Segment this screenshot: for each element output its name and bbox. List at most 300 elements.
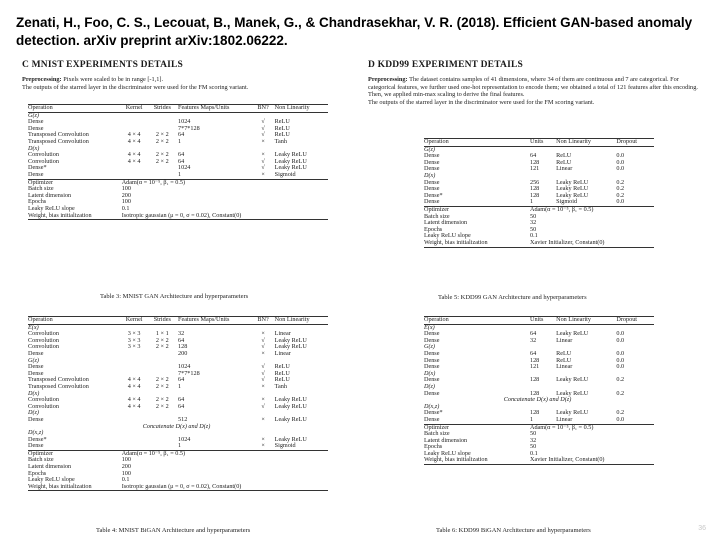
table-cell: 64 (178, 157, 185, 165)
table-cell: Linear (274, 349, 291, 357)
prep-label: Preprocessing: (22, 76, 62, 83)
hyperparameter-value: Isotropic gaussian (μ = 0, σ = 0.02), Constant(0) (122, 484, 328, 491)
table-row (28, 139, 328, 146)
table-cell (150, 410, 178, 417)
table-cell: Dense (28, 124, 44, 132)
subnet-label: G(z) (28, 356, 39, 364)
column-header: BN? (255, 317, 275, 325)
subnet-label: D(z) (424, 382, 435, 390)
table-cell (122, 358, 150, 365)
table-cell: Sigmoid (556, 198, 578, 206)
table-cell (150, 358, 178, 365)
table-cell: √ (261, 363, 265, 371)
table-cell: Dense (424, 356, 440, 364)
column-header: Non Linearity (556, 317, 616, 325)
table-cell: 0.0 (616, 363, 625, 371)
hyperparameter-name: Weight, bias initialization (28, 213, 122, 220)
table-cell: 4 × 4 (127, 131, 141, 139)
table-cell: ReLU (274, 376, 290, 384)
table-cell: Leaky ReLU (274, 435, 307, 443)
table-cell: ReLU (274, 363, 290, 371)
table-cell: Leaky ReLU (556, 389, 589, 397)
table-cell: 0.2 (616, 376, 625, 384)
hyperparameter-name: Latent dimension (424, 219, 468, 227)
table-cell: 64 (178, 396, 185, 404)
caption-table-6: Table 6: KDD99 BiGAN Architecture and hyperparameters (436, 527, 591, 534)
table-cell: 64 (178, 151, 185, 159)
table-cell: 128 (529, 409, 540, 417)
hyperparameter-name: Latent dimension (28, 463, 72, 471)
table-cell: Transposed Convolution (28, 382, 89, 390)
subnet-label: G(z) (424, 145, 435, 153)
table-cell: 128 (529, 389, 540, 397)
table-cell: Convolution (28, 330, 59, 338)
table-cell: √ (261, 343, 265, 351)
hyperparameter-value: Adam(α = 10⁻⁵, β₁ = 0.5) (530, 206, 654, 213)
table-cell: Dense* (424, 409, 443, 417)
table-cell: 7*7*128 (178, 124, 200, 132)
hyperparameter-name: Leaky ReLU slope (424, 449, 471, 457)
table-cell: √ (261, 164, 265, 172)
table-cell: Dense (424, 185, 440, 193)
table-cell: 3 × 3 (127, 330, 141, 338)
table-cell: Dense (424, 178, 440, 186)
hyperparameter-name: Latent dimension (424, 436, 468, 444)
hyperparameter-name: Weight, bias initialization (424, 240, 530, 247)
table-cell: Leaky ReLU (556, 185, 589, 193)
section-title-mnist: C MNIST EXPERIMENTS DETAILS (22, 60, 184, 70)
hyperparameter-row (424, 240, 654, 247)
hyperparameter-row (424, 438, 654, 445)
table-cell (122, 112, 150, 119)
hyperparameter-row (28, 450, 328, 457)
table-cell (150, 165, 178, 172)
table-cell: Leaky ReLU (556, 409, 589, 417)
hyperparameter-value: 50 (529, 443, 537, 451)
table-cell: 2 × 2 (155, 131, 169, 139)
kdd99-preprocessing (368, 76, 698, 106)
table-cell: Dense (424, 165, 440, 173)
hyperparameter-value: 100 (121, 198, 131, 206)
hyperparameter-name: Weight, bias initialization (28, 484, 122, 491)
column-header: Kernel (122, 105, 150, 113)
hyperparameter-row (424, 220, 654, 227)
table-cell: Transposed Convolution (28, 376, 89, 384)
paper-page (0, 52, 720, 540)
table-cell: ReLU (556, 152, 572, 160)
table-cell: 4 × 4 (127, 137, 141, 145)
hyperparameter-name: Latent dimension (28, 191, 72, 199)
column-header: Dropout (616, 317, 654, 325)
hyperparameter-name: Epochs (28, 469, 47, 477)
table-cell: Convolution (28, 151, 59, 159)
subnet-label: G(z) (424, 343, 435, 351)
table-cell: 1 (529, 198, 534, 206)
hyperparameter-value: 100 (121, 469, 131, 477)
table-cell: Dense (424, 330, 440, 338)
column-header: Non Linearity (275, 317, 328, 325)
table-cell: × (261, 415, 265, 423)
table-cell: Dense (424, 376, 440, 384)
table-row (28, 384, 328, 391)
table-cell: 1 (178, 442, 182, 450)
table-cell: 64 (178, 402, 185, 410)
prep-text-2: The outputs of the starred layer in the discriminator were used for the FM scoring variant. (368, 98, 595, 106)
table-cell (150, 430, 178, 437)
table-cell (150, 172, 178, 179)
column-header: Non Linearity (275, 105, 328, 113)
hyperparameter-row (28, 484, 328, 491)
table-cell: 64 (178, 131, 185, 139)
table-cell (122, 410, 150, 417)
table-cell: √ (261, 376, 265, 384)
hyperparameter-name: Batch size (424, 212, 450, 220)
table-cell: 4 × 4 (127, 402, 141, 410)
table-cell (178, 324, 255, 331)
hyperparameter-row (424, 206, 654, 213)
hyperparameter-row (28, 213, 328, 220)
table-cell: 64 (529, 349, 537, 357)
table-cell: 128 (529, 376, 540, 384)
table-cell: ReLU (556, 349, 572, 357)
table-cell: 0.2 (616, 191, 625, 199)
hyperparameter-name: Optimizer (424, 206, 530, 213)
table-cell: Dense (28, 442, 44, 450)
table-cell: 2 × 2 (155, 396, 169, 404)
table-header-row (28, 105, 328, 113)
table-cell: Convolution (28, 343, 59, 351)
table-cell: 1 (529, 415, 534, 423)
table-cell: Dense (28, 369, 44, 377)
table-cell: Dense (28, 170, 44, 178)
hyperparameter-value: 100 (121, 185, 131, 193)
hyperparameter-value: 0.1 (529, 449, 538, 457)
caption-table-5: Table 5: KDD99 GAN Architecture and hyperparameters (438, 294, 587, 301)
hyperparameter-name: Epochs (28, 198, 47, 206)
table-cell: Tanh (274, 137, 287, 145)
table-cell: × (261, 137, 265, 145)
citation-header: Zenati, H., Foo, C. S., Lecouat, B., Manek, G., & Chandrasekhar, V. R. (2018). Efficient GAN-based anomaly detection. arXiv preprint arXiv:1802.06222. (16, 15, 693, 48)
table-cell: Transposed Convolution (28, 137, 89, 145)
table-cell: 4 × 4 (127, 382, 141, 390)
table-cell: 1024 (178, 363, 191, 371)
caption-table-3: Table 3: MNIST GAN Architecture and hyperparameters (100, 293, 249, 300)
table-cell: Dense* (28, 435, 47, 443)
table-row (424, 166, 654, 173)
hyperparameter-value: Isotropic gaussian (μ = 0, σ = 0.02), Constant(0) (122, 213, 328, 220)
hyperparameter-row (424, 424, 654, 431)
table-cell: Dense (424, 415, 440, 423)
hyperparameter-row (28, 464, 328, 471)
table-cell: 128 (529, 158, 540, 166)
table-row (28, 404, 328, 411)
mnist-preprocessing (22, 76, 352, 91)
table-cell: 0.2 (616, 409, 625, 417)
table-cell: 3 × 3 (127, 336, 141, 344)
table-cell: Leaky ReLU (274, 402, 307, 410)
table-cell: Dense (424, 158, 440, 166)
table-cell: 0.0 (616, 336, 625, 344)
hyperparameter-value: 100 (121, 456, 131, 464)
column-header: Features Maps/Units (178, 317, 255, 325)
column-header: Strides (150, 317, 178, 325)
table-cell: 0.2 (616, 178, 625, 186)
subnet-label: D(x) (424, 369, 436, 377)
table-cell: 2 × 2 (155, 402, 169, 410)
table-cell: Leaky ReLU (556, 376, 589, 384)
table-cell: Leaky ReLU (274, 157, 307, 165)
table-cell: 64 (529, 330, 537, 338)
hyperparameter-value: Adam(α = 10⁻⁵, β₁ = 0.5) (122, 179, 328, 186)
table-cell: × (261, 396, 265, 404)
concat-note: Concatenate D(x) and D(z) (142, 422, 211, 430)
table-cell: 4 × 4 (127, 396, 141, 404)
table-cell: 1 (178, 170, 182, 178)
table-cell: × (261, 349, 265, 357)
table-cell: ReLU (556, 158, 572, 166)
table-header-row (424, 139, 654, 147)
table-cell: 1 (178, 137, 182, 145)
hyperparameter-value: Adam(α = 10⁻⁵, β₁ = 0.5) (530, 424, 654, 431)
hyperparameter-name: Batch size (28, 456, 54, 464)
table-cell: √ (261, 157, 265, 165)
table-cell: 0.2 (616, 185, 625, 193)
table-cell: 2 × 2 (155, 343, 169, 351)
hyperparameter-name: Leaky ReLU slope (28, 204, 75, 212)
hyperparameter-value: 32 (529, 219, 537, 227)
table-cell: √ (261, 118, 265, 126)
table-cell: Linear (274, 330, 291, 338)
table-cell: Dense (28, 118, 44, 126)
subnet-label: G(z) (28, 111, 39, 119)
table-cell (122, 364, 150, 371)
table-cell: Leaky ReLU (274, 164, 307, 172)
subnet-label: E(x) (28, 323, 39, 331)
table-cell: 0.0 (616, 349, 625, 357)
table-cell: Sigmoid (274, 170, 296, 178)
table-cell: Sigmoid (274, 442, 296, 450)
table-cell: 200 (178, 349, 188, 357)
table-mnist-bigan (28, 316, 328, 491)
table-cell: Leaky ReLU (274, 151, 307, 159)
table-cell (150, 119, 178, 126)
table-cell: 32 (178, 330, 185, 338)
table-kdd99-bigan (424, 316, 654, 465)
prep-text: The dataset contains samples of 41 dimensions, where 34 of them are continuous and 7 are categorical. For categorical features, we further used one-hot representation to encode them; we obtained a total of 121 features after this encoding. Then, we applied min-max scaling to derive the final features. (368, 76, 698, 99)
subnet-label: D(x,z) (424, 402, 440, 410)
hyperparameter-row (28, 186, 328, 193)
hyperparameter-row (28, 193, 328, 200)
table-kdd99-gan (424, 138, 654, 248)
table-row (28, 351, 328, 358)
column-header: Units (530, 139, 556, 147)
table-cell: ReLU (274, 131, 290, 139)
table-cell: 1 (178, 382, 182, 390)
table-cell: Linear (556, 336, 573, 344)
table-cell: 0.0 (616, 415, 625, 423)
table-cell: Dense (424, 198, 440, 206)
table-cell: Tanh (274, 382, 287, 390)
table-cell: 3 × 3 (127, 343, 141, 351)
section-title-kdd99: D KDD99 EXPERIMENT DETAILS (368, 60, 524, 70)
hyperparameter-value: 200 (121, 191, 131, 199)
hyperparameter-name: Optimizer (28, 179, 122, 186)
table-cell: Leaky ReLU (274, 343, 307, 351)
table-cell: Dense (424, 363, 440, 371)
hyperparameter-value: Adam(α = 10⁻⁵, β₁ = 0.5) (122, 450, 328, 457)
table-cell: Dense* (424, 191, 443, 199)
table-cell: 1 × 1 (155, 330, 169, 338)
hyperparameter-value: 200 (121, 463, 131, 471)
column-header: Kernel (122, 317, 150, 325)
prep-text: Pixels were scaled to be in range [-1,1]. (61, 76, 164, 83)
table-cell: 0.0 (616, 158, 625, 166)
table-cell: 2 × 2 (155, 137, 169, 145)
table-cell: 0.0 (616, 152, 625, 160)
table-cell: ReLU (556, 356, 572, 364)
table-cell (150, 112, 178, 119)
column-header: Non Linearity (556, 139, 616, 147)
prep-label: Preprocessing: (368, 76, 408, 83)
table-cell: Convolution (28, 157, 59, 165)
hyperparameter-value: 50 (529, 212, 537, 220)
table-cell: 121 (529, 363, 540, 371)
table-cell: 128 (529, 356, 540, 364)
table-cell: 4 × 4 (127, 151, 141, 159)
table-cell: 512 (178, 415, 188, 423)
column-header: Operation (28, 317, 122, 325)
table-cell: Linear (556, 363, 573, 371)
table-cell: Leaky ReLU (274, 336, 307, 344)
table-cell (122, 165, 150, 172)
table-cell: Dense (424, 349, 440, 357)
table-cell: Dense (424, 152, 440, 160)
table-cell: 1024 (178, 118, 191, 126)
table-cell: 64 (178, 376, 185, 384)
hyperparameter-row (28, 457, 328, 464)
table-cell (122, 119, 150, 126)
table-cell: 32 (529, 336, 537, 344)
table-cell (178, 146, 255, 153)
table-cell: Dense (28, 349, 44, 357)
table-cell: × (261, 435, 265, 443)
table-cell (150, 351, 178, 358)
table-cell: ReLU (274, 369, 290, 377)
table-row (28, 172, 328, 179)
table-cell: 64 (178, 336, 185, 344)
table-cell: √ (261, 131, 265, 139)
hyperparameter-name: Batch size (424, 430, 450, 438)
table-cell (122, 351, 150, 358)
table-row (424, 338, 654, 345)
table-row (424, 417, 654, 424)
table-cell: × (261, 382, 265, 390)
table-cell (122, 172, 150, 179)
table-cell: 0.0 (616, 165, 625, 173)
table-cell: Linear (556, 415, 573, 423)
hyperparameter-name: Leaky ReLU slope (424, 232, 471, 240)
table-cell: 7*7*128 (178, 369, 200, 377)
page-number: 36 (698, 525, 706, 532)
table-cell: 2 × 2 (155, 157, 169, 165)
column-header: Operation (28, 105, 122, 113)
subnet-label: D(x) (28, 389, 40, 397)
column-header: Dropout (616, 139, 654, 147)
subnet-label: D(x,z) (28, 429, 44, 437)
table-cell: √ (261, 402, 265, 410)
table-cell: 256 (529, 178, 540, 186)
hyperparameter-value: 0.1 (121, 476, 130, 484)
table-cell: 2 × 2 (155, 382, 169, 390)
hyperparameter-value: Xavier Initializer, Constant(0) (530, 457, 654, 464)
table-cell: × (261, 151, 265, 159)
table-cell: 2 × 2 (155, 376, 169, 384)
hyperparameter-name: Epochs (424, 225, 443, 233)
table-cell (178, 391, 255, 398)
column-header: Features Maps/Units (178, 105, 255, 113)
table-cell: 128 (529, 185, 540, 193)
table-row (424, 397, 654, 404)
table-cell: Leaky ReLU (556, 330, 589, 338)
hyperparameter-value: 50 (529, 225, 537, 233)
table-cell (122, 430, 150, 437)
table-cell: 2 × 2 (155, 336, 169, 344)
table-cell: Dense* (28, 164, 47, 172)
hyperparameter-value: 0.1 (121, 204, 130, 212)
hyperparameter-name: Optimizer (424, 424, 530, 431)
hyperparameter-name: Epochs (424, 443, 443, 451)
hyperparameter-value: 0.1 (529, 232, 538, 240)
table-cell: × (261, 442, 265, 450)
table-cell (122, 437, 150, 444)
table-row (424, 377, 654, 384)
table-cell: Linear (556, 165, 573, 173)
table-cell: × (261, 330, 265, 338)
hyperparameter-row (424, 457, 654, 464)
table-cell: 4 × 4 (127, 157, 141, 165)
column-header: Operation (424, 317, 530, 325)
table-cell: 2 × 2 (155, 151, 169, 159)
table-cell: Leaky ReLU (556, 178, 589, 186)
table-cell: 0.0 (616, 330, 625, 338)
table-cell: 1024 (178, 435, 191, 443)
hyperparameter-name: Weight, bias initialization (424, 457, 530, 464)
table-cell: ReLU (274, 118, 290, 126)
table-cell: 0.2 (616, 389, 625, 397)
hyperparameter-value: 32 (529, 436, 537, 444)
hyperparameter-name: Batch size (28, 185, 54, 193)
table-cell: Dense (28, 415, 44, 423)
column-header: Units (530, 317, 556, 325)
hyperparameter-name: Leaky ReLU slope (28, 476, 75, 484)
table-row (28, 424, 328, 431)
table-cell: 0.0 (616, 198, 625, 206)
subnet-label: D(z) (28, 409, 39, 417)
caption-table-4: Table 4: MNIST BiGAN Architecture and hyperparameters (96, 527, 251, 534)
table-cell: Leaky ReLU (274, 415, 307, 423)
table-cell: Dense (424, 336, 440, 344)
hyperparameter-row (28, 179, 328, 186)
table-cell: × (261, 170, 265, 178)
hyperparameter-value: 50 (529, 430, 537, 438)
table-row (424, 364, 654, 371)
table-cell: 1024 (178, 164, 191, 172)
table-cell: Convolution (28, 336, 59, 344)
table-cell: 4 × 4 (127, 376, 141, 384)
table-cell (178, 410, 255, 417)
table-cell: 0.0 (616, 356, 625, 364)
prep-text-2: The outputs of the starred layer in the discriminator were used for the FM scoring variant. (22, 83, 249, 91)
